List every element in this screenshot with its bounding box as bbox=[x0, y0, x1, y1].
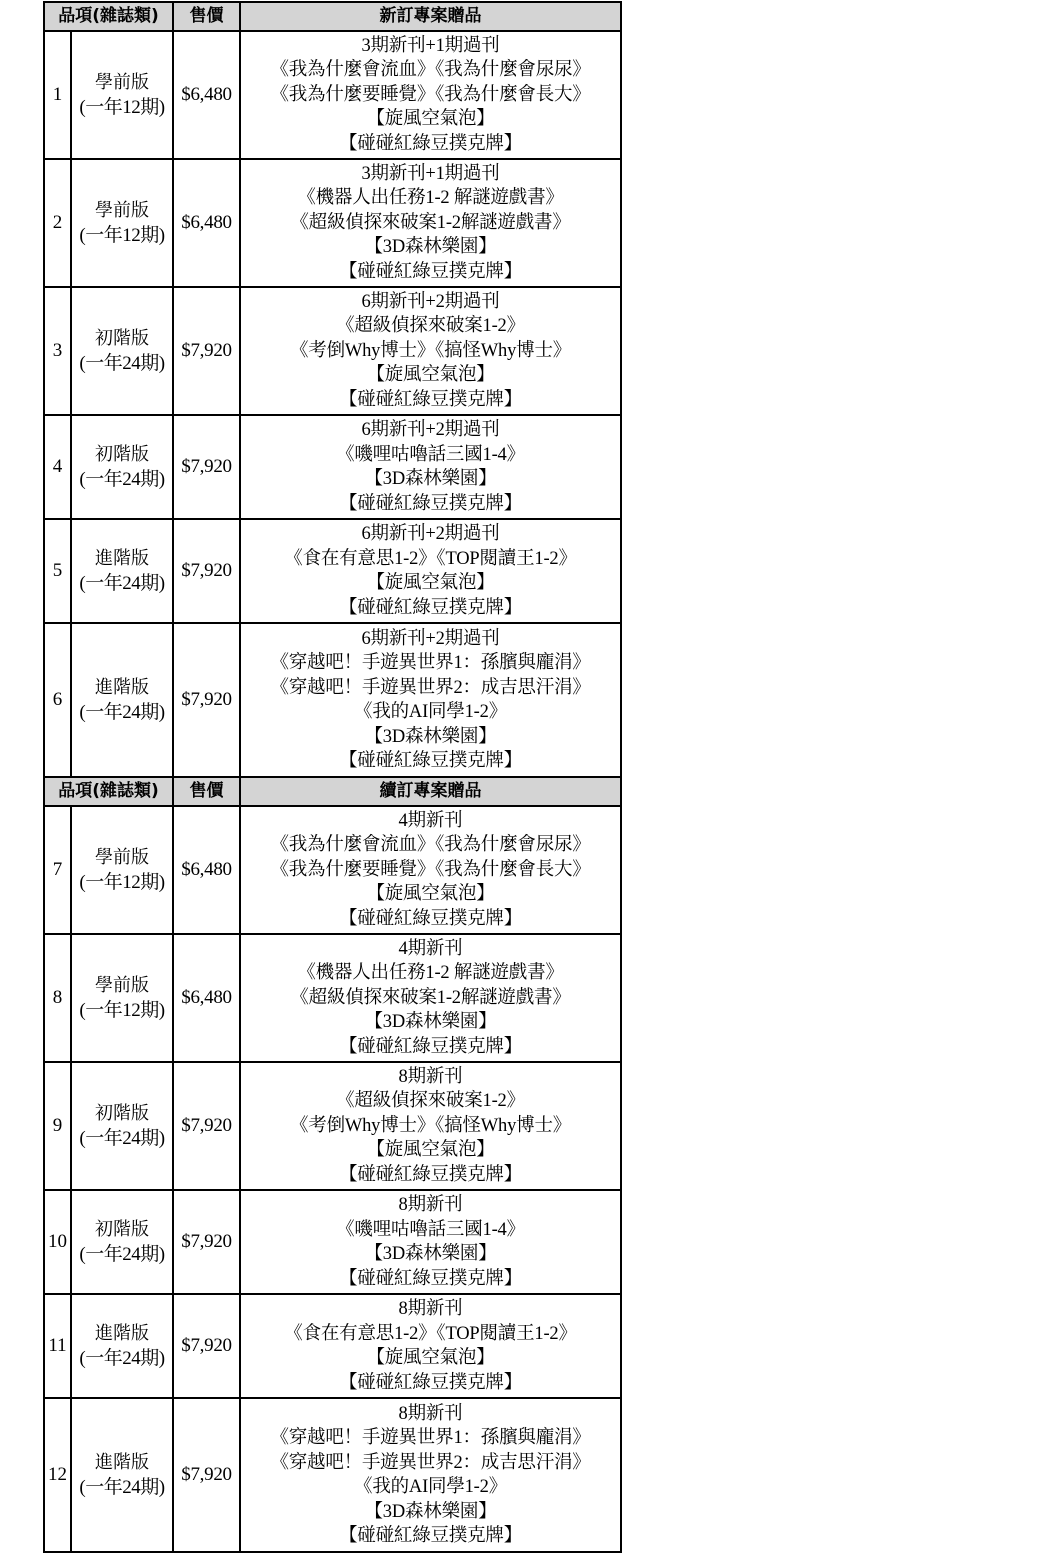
table-row bbox=[44, 1294, 621, 1398]
gift-line: 《穿越吧！手遊異世界1：孫臏與龐涓》 bbox=[270, 1428, 591, 1448]
gift-line: 【3D森林樂園】 bbox=[364, 1501, 497, 1522]
section-header-row bbox=[44, 777, 621, 806]
edition-cell bbox=[71, 415, 173, 519]
gift-line: 《食在有意思1-2》《TOP閱讀王1-2》 bbox=[284, 548, 577, 569]
table-body bbox=[44, 2, 621, 1552]
header-item: 品項(雜誌類) bbox=[44, 777, 173, 806]
gift-line: 《穿越吧！手遊異世界2：成吉思汗涓》 bbox=[270, 677, 591, 698]
gift-line: 8期新刊 bbox=[398, 1195, 463, 1215]
edition-cell bbox=[71, 519, 173, 623]
row-number: 2 bbox=[44, 159, 71, 287]
price-cell: $6,480 bbox=[173, 159, 240, 287]
edition-cell bbox=[71, 1062, 173, 1190]
gift-line: 《嘰哩咕嚕話三國1-4》 bbox=[336, 444, 525, 465]
gift-cell bbox=[240, 287, 621, 415]
edition-cell bbox=[71, 934, 173, 1062]
gift-line: 【旋風空氣泡】 bbox=[366, 884, 495, 905]
table-row bbox=[44, 519, 621, 623]
gift-cell bbox=[240, 31, 621, 159]
table-row bbox=[44, 415, 621, 519]
row-number: 7 bbox=[44, 806, 71, 934]
gift-cell bbox=[240, 159, 621, 287]
gift-cell bbox=[240, 519, 621, 623]
gift-cell bbox=[240, 415, 621, 519]
table-row bbox=[44, 159, 621, 287]
row-number: 4 bbox=[44, 415, 71, 519]
edition-name: 學前版 bbox=[95, 975, 149, 996]
gift-cell bbox=[240, 934, 621, 1062]
gift-line: 【碰碰紅綠豆撲克牌】 bbox=[339, 1164, 523, 1185]
row-number: 3 bbox=[44, 287, 71, 415]
gift-line: 《超級偵探來破案1-2》 bbox=[336, 1091, 525, 1112]
gift-line: 6期新刊+2期過刊 bbox=[361, 420, 500, 440]
row-number: 5 bbox=[44, 519, 71, 623]
header-item: 品項(雜誌類) bbox=[44, 2, 173, 31]
edition-term: (一年12期) bbox=[79, 97, 165, 118]
gift-line: 【碰碰紅綠豆撲克牌】 bbox=[339, 751, 523, 771]
gift-line: 《考倒Why博士》《搞怪Why博士》 bbox=[289, 340, 572, 361]
gift-line: 《我為什麼會流血》《我為什麼會尿尿》 bbox=[270, 835, 591, 856]
gift-line: 【碰碰紅綠豆撲克牌】 bbox=[339, 1268, 523, 1289]
gift-line: 3期新刊+1期過刊 bbox=[361, 163, 500, 184]
table-row bbox=[44, 1398, 621, 1552]
price-cell: $7,920 bbox=[173, 1062, 240, 1190]
edition-cell bbox=[71, 1190, 173, 1294]
table-row bbox=[44, 934, 621, 1062]
section-header-row bbox=[44, 2, 621, 31]
price-cell: $7,920 bbox=[173, 1398, 240, 1552]
table-row bbox=[44, 1190, 621, 1294]
gift-cell bbox=[240, 1398, 621, 1552]
gift-line: 【碰碰紅綠豆撲克牌】 bbox=[339, 908, 523, 929]
gift-line: 8期新刊 bbox=[398, 1299, 463, 1319]
row-number: 10 bbox=[44, 1190, 71, 1294]
edition-term: (一年12期) bbox=[79, 225, 165, 246]
edition-name: 初階版 bbox=[95, 328, 149, 349]
gift-line: 《超級偵探來破案1-2解謎遊戲書》 bbox=[290, 987, 571, 1008]
price-cell: $7,920 bbox=[173, 623, 240, 777]
gift-line: 【碰碰紅綠豆撲克牌】 bbox=[339, 493, 523, 514]
price-cell: $6,480 bbox=[173, 31, 240, 159]
gift-line: 《考倒Why博士》《搞怪Why博士》 bbox=[289, 1115, 572, 1136]
gift-line: 【碰碰紅綠豆撲克牌】 bbox=[339, 133, 523, 154]
edition-term: (一年24期) bbox=[79, 1348, 165, 1369]
gift-line: 《嘰哩咕嚕話三國1-4》 bbox=[336, 1219, 525, 1240]
gift-line: 《我為什麼要睡覺》《我為什麼會長大》 bbox=[270, 84, 591, 105]
gift-line: 【旋風空氣泡】 bbox=[366, 573, 495, 593]
edition-cell bbox=[71, 806, 173, 934]
row-number: 9 bbox=[44, 1062, 71, 1190]
gift-line: 《穿越吧！手遊異世界1：孫臏與龐涓》 bbox=[270, 653, 591, 673]
gift-line: 《我的AI同學1-2》 bbox=[354, 702, 507, 722]
edition-cell bbox=[71, 623, 173, 777]
header-gift: 新訂專案贈品 bbox=[240, 2, 621, 31]
subscription-gift-table bbox=[43, 1, 622, 1553]
gift-line: 【3D森林樂園】 bbox=[364, 237, 497, 258]
gift-line: 【碰碰紅綠豆撲克牌】 bbox=[339, 1372, 523, 1393]
edition-cell bbox=[71, 159, 173, 287]
gift-line: 8期新刊 bbox=[398, 1066, 463, 1087]
gift-line: 8期新刊 bbox=[398, 1403, 463, 1424]
edition-cell bbox=[71, 1398, 173, 1552]
gift-line: 《食在有意思1-2》《TOP閱讀王1-2》 bbox=[284, 1323, 577, 1344]
edition-term: (一年24期) bbox=[79, 469, 165, 490]
gift-line: 《超級偵探來破案1-2解謎遊戲書》 bbox=[290, 212, 571, 233]
edition-cell bbox=[71, 1294, 173, 1398]
row-number: 6 bbox=[44, 623, 71, 777]
price-cell: $7,920 bbox=[173, 519, 240, 623]
edition-name: 進階版 bbox=[95, 1323, 149, 1344]
gift-line: 【碰碰紅綠豆撲克牌】 bbox=[339, 1526, 523, 1546]
edition-term: (一年12期) bbox=[79, 1000, 165, 1021]
price-cell: $7,920 bbox=[173, 1294, 240, 1398]
edition-name: 進階版 bbox=[95, 677, 149, 698]
gift-line: 《機器人出任務1-2 解謎遊戲書》 bbox=[297, 188, 564, 209]
gift-line: 【旋風空氣泡】 bbox=[366, 1140, 495, 1161]
edition-term: (一年24期) bbox=[79, 1477, 165, 1498]
table-row bbox=[44, 1062, 621, 1190]
gift-line: 《我的AI同學1-2》 bbox=[354, 1477, 507, 1497]
gift-line: 6期新刊+2期過刊 bbox=[361, 291, 500, 312]
gift-line: 《我為什麼會流血》《我為什麼會尿尿》 bbox=[270, 60, 591, 81]
row-number: 12 bbox=[44, 1398, 71, 1552]
edition-name: 進階版 bbox=[95, 548, 149, 569]
edition-term: (一年24期) bbox=[79, 1128, 165, 1149]
edition-name: 初階版 bbox=[95, 1103, 149, 1124]
gift-line: 【旋風空氣泡】 bbox=[366, 1348, 495, 1368]
gift-line: 《我為什麼要睡覺》《我為什麼會長大》 bbox=[270, 859, 591, 880]
gift-line: 【3D森林樂園】 bbox=[364, 469, 497, 489]
header-price: 售價 bbox=[173, 777, 240, 806]
gift-line: 【碰碰紅綠豆撲克牌】 bbox=[339, 261, 523, 282]
price-cell: $6,480 bbox=[173, 806, 240, 934]
price-cell: $7,920 bbox=[173, 415, 240, 519]
header-gift: 續訂專案贈品 bbox=[240, 777, 621, 806]
edition-name: 初階版 bbox=[95, 444, 149, 465]
gift-cell bbox=[240, 1062, 621, 1190]
gift-line: 【碰碰紅綠豆撲克牌】 bbox=[339, 389, 523, 410]
edition-name: 初階版 bbox=[95, 1219, 149, 1240]
gift-cell bbox=[240, 1190, 621, 1294]
edition-name: 學前版 bbox=[95, 72, 149, 93]
price-cell: $7,920 bbox=[173, 1190, 240, 1294]
gift-line: 4期新刊 bbox=[398, 938, 463, 959]
row-number: 8 bbox=[44, 934, 71, 1062]
gift-cell bbox=[240, 1294, 621, 1398]
edition-term: (一年24期) bbox=[79, 1244, 165, 1265]
edition-name: 進階版 bbox=[95, 1452, 149, 1473]
edition-term: (一年12期) bbox=[79, 872, 165, 893]
edition-term: (一年24期) bbox=[79, 702, 165, 723]
table-row bbox=[44, 623, 621, 777]
edition-cell bbox=[71, 31, 173, 159]
gift-cell bbox=[240, 623, 621, 777]
gift-line: 《穿越吧！手遊異世界2：成吉思汗涓》 bbox=[270, 1452, 591, 1473]
price-cell: $7,920 bbox=[173, 287, 240, 415]
gift-cell bbox=[240, 806, 621, 934]
row-number: 11 bbox=[44, 1294, 71, 1398]
table-row bbox=[44, 287, 621, 415]
gift-line: 【3D森林樂園】 bbox=[364, 726, 497, 747]
gift-line: 【旋風空氣泡】 bbox=[366, 109, 495, 130]
edition-name: 學前版 bbox=[95, 847, 149, 868]
gift-line: 6期新刊+2期過刊 bbox=[361, 628, 500, 649]
gift-line: 【碰碰紅綠豆撲克牌】 bbox=[339, 597, 523, 618]
edition-cell bbox=[71, 287, 173, 415]
row-number: 1 bbox=[44, 31, 71, 159]
gift-line: 【3D森林樂園】 bbox=[364, 1244, 497, 1264]
gift-line: 《超級偵探來破案1-2》 bbox=[336, 316, 525, 337]
edition-term: (一年24期) bbox=[79, 573, 165, 594]
gift-line: 【碰碰紅綠豆撲克牌】 bbox=[339, 1036, 523, 1057]
gift-line: 4期新刊 bbox=[398, 810, 463, 831]
gift-line: 【旋風空氣泡】 bbox=[366, 365, 495, 386]
table-row bbox=[44, 31, 621, 159]
gift-line: 6期新刊+2期過刊 bbox=[361, 524, 500, 544]
table-row bbox=[44, 806, 621, 934]
gift-line: 3期新刊+1期過刊 bbox=[361, 35, 500, 56]
edition-term: (一年24期) bbox=[79, 353, 165, 374]
edition-name: 學前版 bbox=[95, 200, 149, 221]
header-price: 售價 bbox=[173, 2, 240, 31]
gift-line: 《機器人出任務1-2 解謎遊戲書》 bbox=[297, 963, 564, 984]
price-cell: $6,480 bbox=[173, 934, 240, 1062]
gift-line: 【3D森林樂園】 bbox=[364, 1012, 497, 1033]
